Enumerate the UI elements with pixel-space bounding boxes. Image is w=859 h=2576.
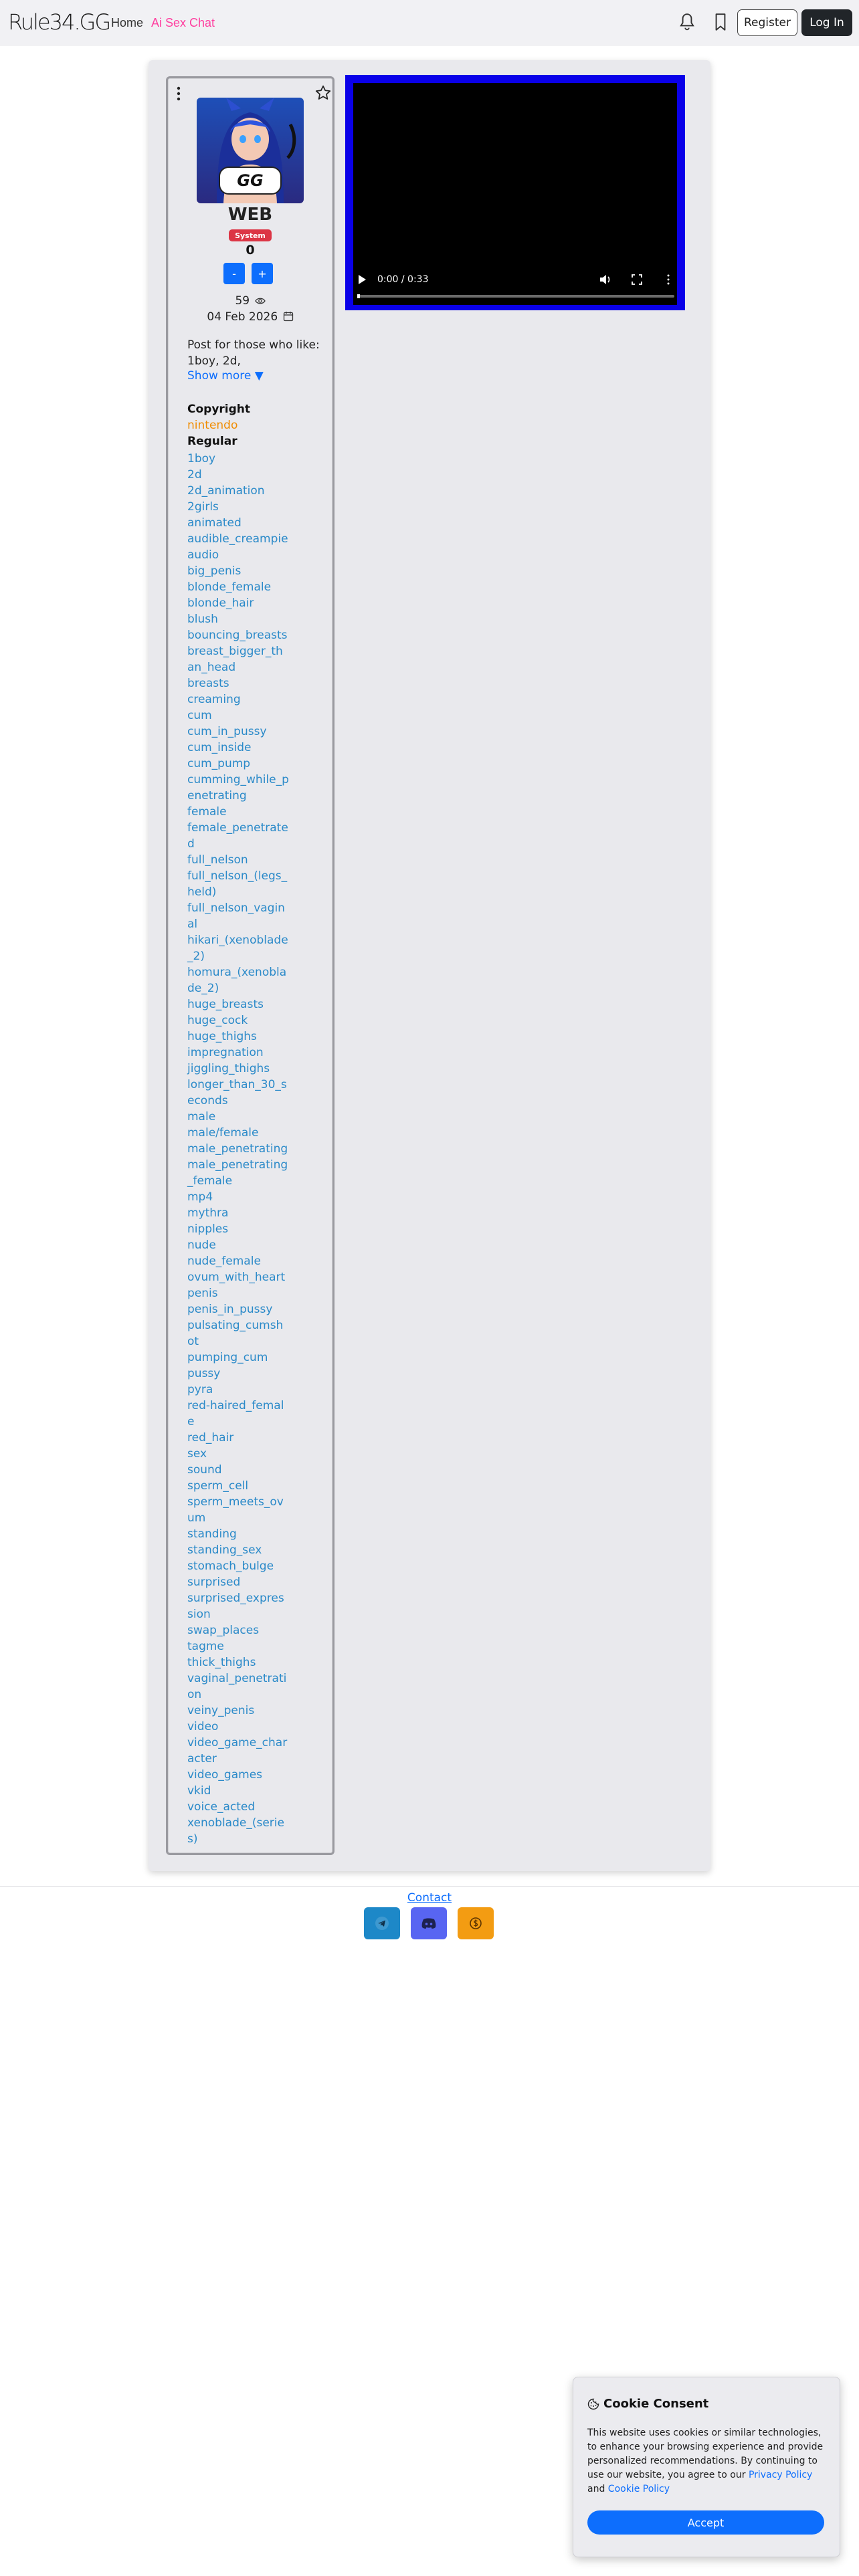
tag-link[interactable]: creaming bbox=[187, 693, 241, 706]
tag-link[interactable]: cumming_while_penetrating bbox=[187, 773, 289, 802]
register-button[interactable]: Register bbox=[737, 9, 797, 36]
tag-link[interactable]: female bbox=[187, 805, 227, 819]
tag-link[interactable]: pulsating_cumshot bbox=[187, 1319, 284, 1348]
more-options-icon[interactable] bbox=[175, 86, 182, 102]
tag-link[interactable]: red-haired_female bbox=[187, 1399, 284, 1428]
tag-list bbox=[187, 451, 289, 1847]
tag-link[interactable]: surprised_expression bbox=[187, 1592, 284, 1621]
tag-link[interactable]: pussy bbox=[187, 1367, 221, 1380]
contact-link bbox=[0, 1886, 859, 1906]
tag-link[interactable]: red_hair bbox=[187, 1431, 234, 1444]
volume-icon[interactable] bbox=[599, 274, 611, 285]
regular-heading: Regular bbox=[187, 435, 237, 448]
tag-link[interactable]: vaginal_penetration bbox=[187, 1672, 287, 1701]
tag-link[interactable]: veiny_penis bbox=[187, 1704, 255, 1717]
calendar-icon bbox=[283, 311, 294, 322]
donate-button[interactable] bbox=[458, 1907, 494, 1939]
eye-icon bbox=[255, 297, 266, 305]
video-time: 0:00 / 0:33 bbox=[377, 274, 429, 285]
tag-link[interactable]: thick_thighs bbox=[187, 1656, 256, 1669]
avatar[interactable] bbox=[197, 98, 304, 203]
tag-link[interactable]: video bbox=[187, 1720, 219, 1733]
tag-link[interactable]: 1boy bbox=[187, 452, 216, 465]
tag-link[interactable]: ovum_with_heart bbox=[187, 1271, 286, 1284]
view-count bbox=[166, 294, 335, 308]
bell-icon[interactable] bbox=[678, 12, 696, 32]
tag-link[interactable]: blonde_hair bbox=[187, 597, 254, 610]
tag-link[interactable]: cum_pump bbox=[187, 757, 251, 770]
coin-icon bbox=[469, 1917, 482, 1930]
fullscreen-icon[interactable] bbox=[632, 274, 642, 285]
telegram-icon bbox=[375, 1916, 389, 1931]
tag-link[interactable]: video_games bbox=[187, 1768, 263, 1782]
tag-link[interactable]: penis bbox=[187, 1287, 218, 1300]
discord-button[interactable] bbox=[411, 1907, 447, 1939]
downvote-button[interactable]: - bbox=[223, 263, 245, 284]
tag-link[interactable]: sex bbox=[187, 1447, 207, 1461]
post-date bbox=[166, 310, 335, 324]
cookie-text bbox=[587, 2426, 828, 2496]
tag-link[interactable]: cum_inside bbox=[187, 741, 252, 754]
video-progress-bar[interactable] bbox=[357, 295, 674, 298]
tag-link[interactable]: penis_in_pussy bbox=[187, 1303, 273, 1316]
cookie-and: and bbox=[587, 2484, 605, 2494]
tag-link[interactable]: blush bbox=[187, 613, 218, 626]
tag-link[interactable]: standing_sex bbox=[187, 1543, 262, 1557]
tag-link[interactable]: breast_bigger_than_head bbox=[187, 645, 283, 674]
tag-link[interactable]: breasts bbox=[187, 677, 229, 690]
tag-link[interactable]: homura_(xenoblade_2) bbox=[187, 966, 287, 995]
privacy-policy-link[interactable]: Privacy Policy bbox=[748, 2470, 813, 2480]
tag-link[interactable]: huge_thighs bbox=[187, 1030, 257, 1043]
login-button[interactable]: Log In bbox=[801, 9, 852, 36]
tag-link[interactable]: pumping_cum bbox=[187, 1351, 268, 1364]
accept-cookies-button[interactable]: Accept bbox=[587, 2510, 824, 2535]
tag-link[interactable]: mp4 bbox=[187, 1190, 213, 1204]
contact-link-text[interactable]: Contact bbox=[407, 1891, 452, 1905]
tag-link[interactable]: hikari_(xenoblade_2) bbox=[187, 934, 288, 963]
role-badge: System bbox=[229, 229, 272, 241]
tag-link[interactable]: stomach_bulge bbox=[187, 1560, 274, 1573]
tag-link[interactable]: xenoblade_(series) bbox=[187, 1816, 284, 1846]
tag-link[interactable]: audio bbox=[187, 548, 219, 562]
tag-link[interactable]: pyra bbox=[187, 1383, 213, 1396]
tag-link[interactable]: swap_places bbox=[187, 1624, 260, 1637]
upvote-button[interactable]: + bbox=[252, 263, 273, 284]
video-progress-thumb[interactable] bbox=[357, 294, 360, 298]
tag-link[interactable]: sound bbox=[187, 1463, 222, 1477]
view-count-value: 59 bbox=[235, 294, 250, 308]
copyright-heading: Copyright bbox=[187, 403, 251, 416]
tag-link[interactable]: full_nelson_vaginal bbox=[187, 901, 285, 931]
tag-link[interactable]: full_nelson bbox=[187, 853, 248, 867]
tag-link[interactable]: nude_female bbox=[187, 1255, 261, 1268]
tag-link[interactable]: nipples bbox=[187, 1222, 229, 1236]
tag-link[interactable]: audible_creampie bbox=[187, 532, 288, 546]
tag-link[interactable]: big_penis bbox=[187, 564, 242, 578]
cookie-policy-link[interactable]: Cookie Policy bbox=[607, 2484, 670, 2494]
tag-link[interactable]: nude bbox=[187, 1239, 216, 1252]
tag-link[interactable]: impregnation bbox=[187, 1046, 264, 1059]
tag-link[interactable]: vkid bbox=[187, 1784, 211, 1798]
tag-link[interactable]: cum_in_pussy bbox=[187, 725, 267, 738]
site-logo[interactable]: Rule34.GG bbox=[8, 9, 110, 35]
tag-link[interactable]: male/female bbox=[187, 1126, 259, 1140]
nav-home-link[interactable]: Home bbox=[111, 16, 144, 29]
cookie-title: Cookie Consent bbox=[603, 2397, 709, 2411]
tag-link[interactable]: sperm_cell bbox=[187, 1479, 249, 1493]
tag-link[interactable]: 2d_animation bbox=[187, 484, 265, 498]
tag-link[interactable]: male bbox=[187, 1110, 216, 1123]
tag-link[interactable]: 2d bbox=[187, 468, 202, 481]
tag-link[interactable]: huge_breasts bbox=[187, 998, 264, 1011]
tag-link[interactable]: voice_acted bbox=[187, 1800, 256, 1814]
telegram-button[interactable] bbox=[364, 1907, 400, 1939]
tag-link[interactable]: surprised bbox=[187, 1576, 241, 1589]
favorite-star-icon[interactable] bbox=[314, 84, 332, 102]
tag-link[interactable]: huge_cock bbox=[187, 1014, 248, 1027]
post-description: Post for those who like: 1boy, 2d, bbox=[187, 338, 320, 368]
tag-link[interactable]: video_game_character bbox=[187, 1736, 288, 1765]
nav-ai-chat-link[interactable]: Ai Sex Chat bbox=[151, 16, 215, 29]
tag-link[interactable]: 2girls bbox=[187, 500, 219, 514]
navbar bbox=[0, 0, 859, 45]
video-screen[interactable] bbox=[353, 83, 677, 305]
bookmark-icon[interactable] bbox=[712, 12, 729, 32]
tag-link[interactable]: tagme bbox=[187, 1640, 224, 1653]
tag-link[interactable]: female_penetrated bbox=[187, 821, 288, 851]
cookie-body: This website uses cookies or similar technologies, to enhance your browsing experience and provide personalized recommendations. By continuing to use our website, you agree to our bbox=[587, 2428, 824, 2480]
tag-link[interactable]: full_nelson_(legs_held) bbox=[187, 869, 288, 899]
tag-link[interactable]: standing bbox=[187, 1527, 237, 1541]
post-score: 0 bbox=[246, 243, 255, 257]
svg-text:GG: GG bbox=[237, 171, 264, 190]
video-more-icon[interactable] bbox=[666, 274, 670, 285]
tag-link[interactable]: longer_than_30_seconds bbox=[187, 1078, 287, 1107]
tag-link[interactable]: animated bbox=[187, 516, 242, 530]
show-more-link[interactable]: Show more ▼ bbox=[187, 369, 264, 383]
post-date-value: 04 Feb 2026 bbox=[207, 310, 278, 324]
play-icon[interactable] bbox=[357, 274, 367, 285]
username[interactable]: WEB bbox=[227, 205, 273, 225]
tag-link[interactable]: male_penetrating_female bbox=[187, 1158, 288, 1188]
discord-icon bbox=[421, 1917, 437, 1929]
tag-link[interactable]: male_penetrating bbox=[187, 1142, 288, 1156]
tag-link[interactable]: mythra bbox=[187, 1206, 229, 1220]
tag-link[interactable]: jiggling_thighs bbox=[187, 1062, 270, 1075]
tag-link[interactable]: blonde_female bbox=[187, 580, 272, 594]
tag-link[interactable]: bouncing_breasts bbox=[187, 629, 288, 642]
cookie-icon bbox=[587, 2398, 599, 2410]
tag-link[interactable]: sperm_meets_ovum bbox=[187, 1495, 284, 1525]
tag-link[interactable]: cum bbox=[187, 709, 212, 722]
copyright-tag[interactable]: nintendo bbox=[187, 419, 238, 432]
